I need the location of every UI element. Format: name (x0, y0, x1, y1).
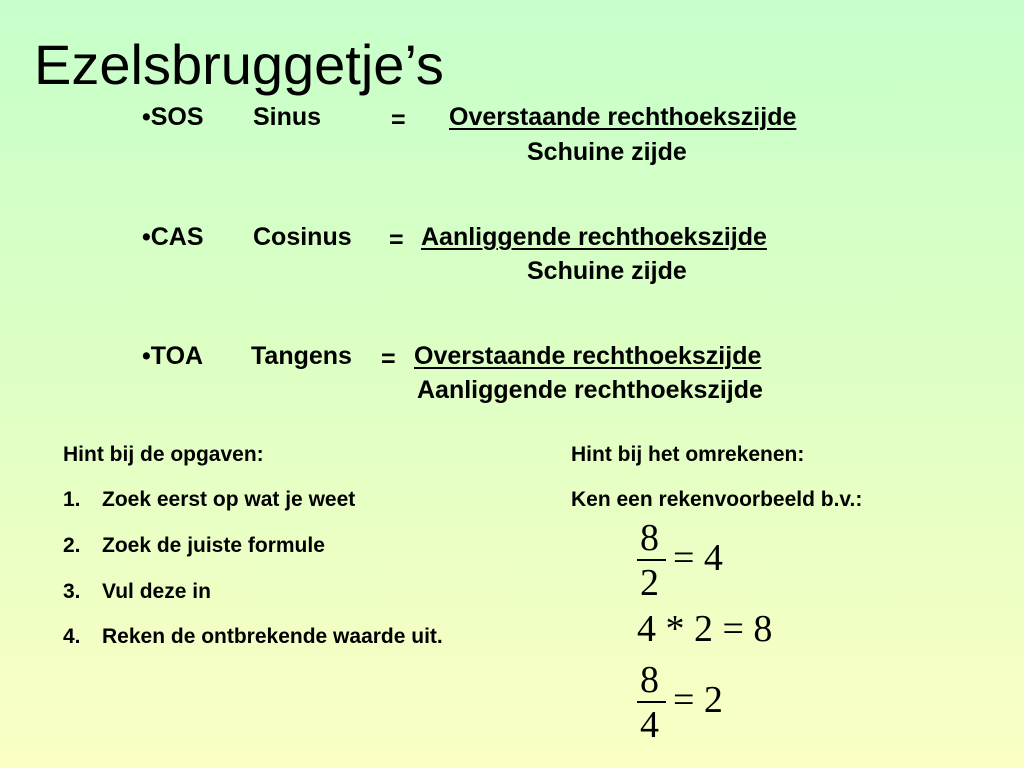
rule-toa-bullet: •TOA (142, 342, 204, 370)
hint-item-text: Reken de ontbrekende waarde uit. (102, 625, 443, 648)
example3-numerator: 8 (640, 659, 659, 701)
rule-sos-bullet: •SOS (142, 103, 204, 131)
rule-toa-numerator: Overstaande rechthoekszijde (414, 342, 762, 370)
example1-denominator: 2 (640, 562, 659, 604)
example3-result: = 2 (673, 679, 723, 721)
hint-opgaven-heading: Hint bij de opgaven: (63, 443, 264, 466)
hint-item-number: 4. (63, 625, 81, 648)
rule-toa-denominator: Aanliggende rechthoekszijde (417, 376, 763, 404)
rule-sos-name: Sinus (253, 103, 322, 131)
rule-toa-equals: = (381, 345, 396, 373)
rule-cas-denominator: Schuine zijde (527, 257, 687, 285)
hint-item-number: 3. (63, 580, 81, 603)
hint-item-number: 1. (63, 488, 81, 511)
rule-cas-name: Cosinus (253, 223, 352, 251)
rule-cas-equals: = (389, 226, 404, 254)
page-title: Ezelsbruggetje’s (34, 33, 444, 96)
hint-omrekenen-subheading: Ken een rekenvoorbeeld b.v.: (571, 488, 863, 511)
hint-item-text: Vul deze in (102, 580, 211, 603)
hint-omrekenen-heading: Hint bij het omrekenen: (571, 443, 805, 466)
rule-sos-numerator: Overstaande rechthoekszijde (449, 103, 797, 131)
rule-cas-bullet: •CAS (142, 223, 204, 251)
hint-item-text: Zoek eerst op wat je weet (102, 488, 356, 511)
example1-result: = 4 (673, 537, 723, 579)
example3-denominator: 4 (640, 704, 659, 746)
hint-item-number: 2. (63, 534, 81, 557)
example1-numerator: 8 (640, 517, 659, 559)
rule-sos-equals: = (391, 106, 406, 134)
hint-item-text: Zoek de juiste formule (102, 534, 325, 557)
example3-fraction-bar (637, 701, 666, 703)
example1-fraction-bar (637, 559, 666, 561)
rule-toa-name: Tangens (251, 342, 352, 370)
rule-cas-numerator: Aanliggende rechthoekszijde (421, 223, 767, 251)
example2-expression: 4 * 2 = 8 (637, 608, 773, 650)
rule-sos-denominator: Schuine zijde (527, 138, 687, 166)
